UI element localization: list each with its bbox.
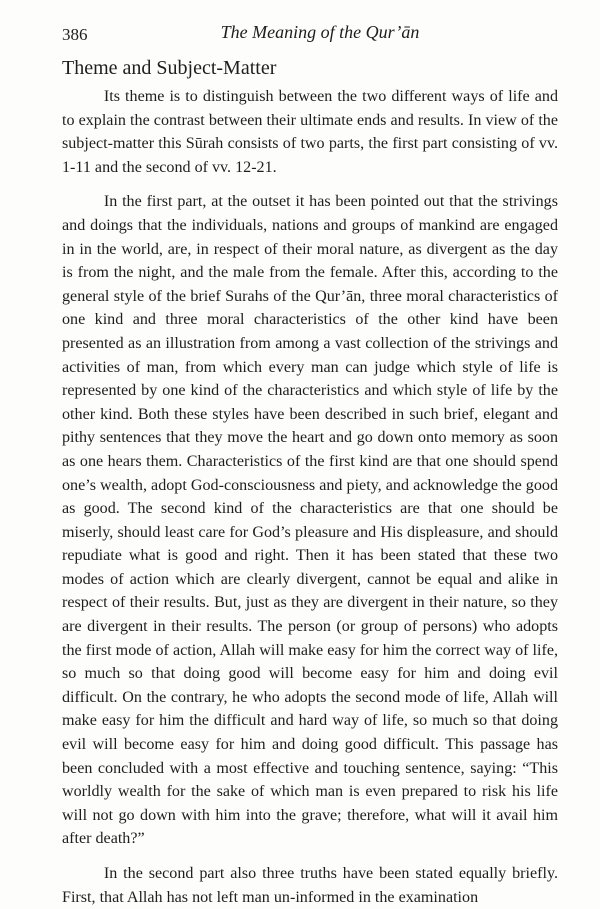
section-heading: Theme and Subject-Matter xyxy=(62,57,277,79)
running-title: The Meaning of the Qur’ān xyxy=(220,22,420,42)
paragraph-second-part: In the second part also three truths have been stated equally briefly. First, that Allah has not left man un-informed in the examination xyxy=(62,865,558,906)
paragraph-first-part: In the first part, at the outset it has been pointed out that the strivings and doings that the individuals, nations and groups of mankind are engaged in in the world, are, in respect of their moral nature, as divergent as the day is from the night, and the male from the female. After this, according to the general style of the brief Surahs of the Qur’ān, three moral characteristics of one kind and three moral characteristics of the other kind have been presented as an illustration from among a vast collection of the strivings and activities of man, from which every man can judge which style of life is represented by one kind of the characteristics and which style of life by the other kind. Both these styles have been described in such brief, elegant and pithy sentences that they move the heart and go down onto memory as soon as one hears them. Characteristics of the first kind are that one should spend one’s wealth, adopt God-consciousness and piety, and acknowledge the good as good. The second kind of the characteristics are that one should be miserly, should least care for God’s pleasure and His displeasure, and should repudiate what is good and right. Then it has been stated that these two modes of action which are clearly divergent, cannot be equal and alike in respect of their results. But, just as they are divergent in their nature, so they are divergent in their results. The person (or group of persons) who adopts the first mode of action, Allah will make easy for him the correct way of life, so much so that doing good will become easy for him and doing evil difficult. On the contrary, he who adopts the second mode of life, Allah will make easy for him the difficult and hard way of life, so much so that doing evil will become easy for him and doing good difficult. This passage has been concluded with a most effective and touching sentence, saying: “This worldly wealth for the sake of which man is even prepared to risk his life will not go down with him into the grave; therefore, what will it avail him after death?” xyxy=(62,193,558,848)
paragraph-theme: Its theme is to distinguish between the two different ways of life and to explain the contrast between their ultimate ends and results. In view of the subject-matter this Sūrah consists of two parts, the first part consisting of vv. 1-11 and the second of vv. 12-21. xyxy=(62,88,558,176)
body-text xyxy=(62,85,558,909)
page-number: 386 xyxy=(62,25,88,44)
